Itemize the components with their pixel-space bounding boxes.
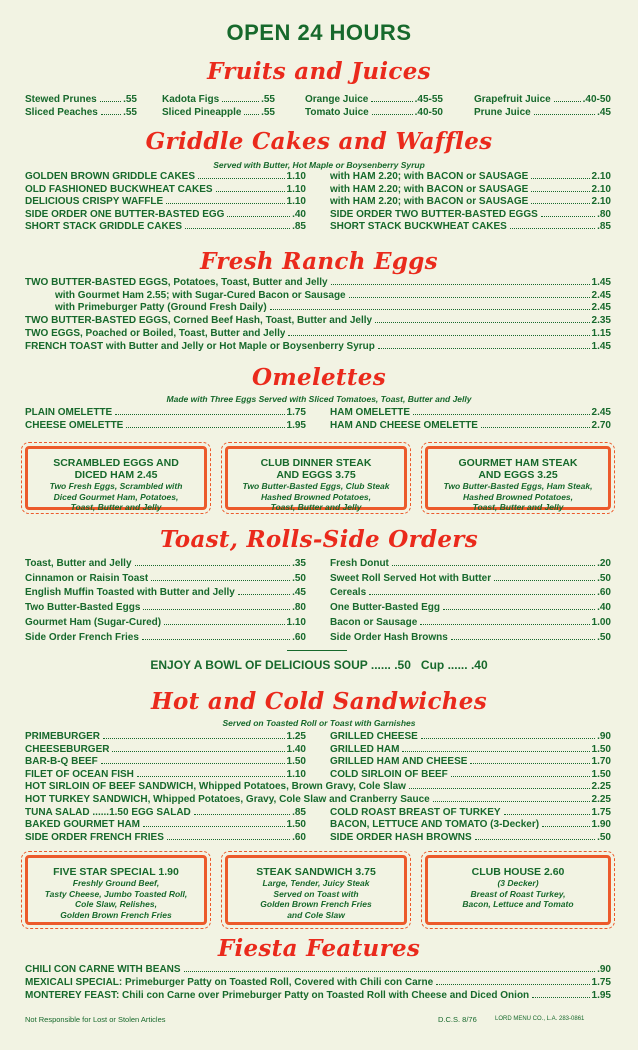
- dot-leader: [227, 216, 290, 217]
- item-name: Sliced Pineapple: [162, 107, 242, 118]
- item-price: 1.10: [286, 196, 306, 207]
- item-price: 1.10: [286, 768, 306, 780]
- dot-leader: [481, 427, 590, 428]
- dot-leader: [402, 751, 589, 752]
- item-name: SHORT STACK BUCKWHEAT CAKES: [330, 221, 507, 232]
- special-description: Two Butter-Basted Eggs, Club Steak: [242, 481, 390, 491]
- menu-item: [474, 94, 611, 107]
- item-name: GOLDEN BROWN GRIDDLE CAKES: [25, 171, 195, 182]
- item-name: Sweet Roll Served Hot with Butter: [330, 572, 492, 584]
- dot-leader: [510, 228, 595, 229]
- item-price: 2.45: [591, 302, 611, 314]
- menu-item: [330, 420, 611, 433]
- item-name: Fresh Donut: [330, 558, 389, 569]
- item-name: TWO EGGS, Poached or Boiled, Toast, Butter and Jelly: [25, 327, 286, 339]
- special-description: Breast of Roast Turkey,: [470, 888, 566, 899]
- dot-leader: [534, 114, 595, 115]
- menu-item: [330, 769, 611, 782]
- menu-item: [330, 558, 611, 571]
- menu-item: [474, 107, 611, 120]
- item-price: 2.25: [591, 781, 611, 793]
- item-name: Gourmet Ham (Sugar-Cured): [25, 616, 162, 628]
- item-price: 1.95: [286, 419, 306, 431]
- item-price: 2.45: [591, 407, 611, 418]
- menu-item: [25, 744, 306, 757]
- item-name: CHILI CON CARNE WITH BEANS: [25, 964, 181, 975]
- menu-item: [25, 832, 306, 845]
- soup-bowl-price: .50: [394, 658, 411, 672]
- item-name: COLD SIRLOIN OF BEEF: [330, 768, 448, 780]
- soup-cup-price: .40: [470, 658, 488, 672]
- footer-disclaimer: Not Responsible for Lost or Stolen Articles: [25, 1015, 166, 1024]
- dot-leader: [222, 101, 259, 102]
- item-name: HOT TURKEY SANDWICH, Whipped Potatoes, Gravy, Cole Slaw and Cranberry Sauce: [25, 794, 430, 805]
- menu-item: [25, 819, 306, 832]
- menu-item: [330, 617, 611, 630]
- dot-leader: [433, 801, 590, 802]
- item-price: 1.45: [591, 340, 611, 352]
- item-name: FRENCH TOAST with Butter and Jelly or Hot Maple or Boysenberry Syrup: [25, 340, 375, 352]
- griddle-heading: Griddle Cakes and Waffles: [145, 128, 493, 155]
- menu-item: [330, 807, 611, 820]
- dot-leader: [443, 609, 595, 610]
- item-name: Grapefruit Juice: [474, 94, 551, 105]
- dot-leader: [409, 788, 590, 789]
- menu-item: [25, 990, 611, 1003]
- item-name: FILET OF OCEAN FISH: [25, 768, 134, 780]
- special-description: Large, Tender, Juicy Steak: [262, 878, 370, 888]
- item-price: 1.50: [286, 756, 306, 768]
- item-name: SHORT STACK GRIDDLE CAKES: [25, 221, 183, 232]
- special-title: GOURMET HAM STEAK: [458, 457, 578, 469]
- item-price: 2.35: [591, 315, 611, 327]
- item-name: HAM AND CHEESE OMELETTE: [330, 419, 478, 431]
- menu-item: [330, 744, 611, 757]
- menu-item: [25, 341, 611, 354]
- dot-leader: [420, 624, 589, 625]
- dot-leader: [216, 191, 285, 192]
- item-price: 1.50: [591, 743, 611, 755]
- item-name: Sliced Peaches: [25, 107, 98, 118]
- menu-item: [25, 221, 306, 234]
- item-name: GRILLED CHEESE: [330, 731, 418, 742]
- item-name: Tomato Juice: [305, 107, 369, 118]
- dot-leader: [185, 228, 290, 229]
- item-name: TWO BUTTER-BASTED EGGS, Potatoes, Toast, Butter and Jelly: [25, 277, 328, 288]
- item-price: .80: [597, 208, 611, 220]
- menu-item: [25, 209, 306, 222]
- menu-item: [330, 632, 611, 645]
- item-price: 2.45: [591, 289, 611, 301]
- menu-item: [330, 184, 611, 197]
- footer-printer: LORD MENU CO., L.A. 283-0861: [495, 1016, 585, 1022]
- special-description: Toast, Butter and Jelly: [270, 502, 362, 512]
- dot-leader: [475, 839, 595, 840]
- special-description: Cole Slaw, Relishes,: [75, 899, 157, 909]
- item-price: .55: [123, 94, 137, 105]
- menu-item: [330, 221, 611, 234]
- item-price: .85: [292, 221, 306, 232]
- dot-leader: [349, 297, 590, 298]
- item-name: English Muffin Toasted with Butter and Jelly: [25, 587, 235, 599]
- item-price: 1.10: [286, 616, 306, 628]
- item-price: .45-55: [414, 94, 443, 105]
- menu-item: [25, 602, 306, 615]
- item-price: .50: [292, 572, 306, 584]
- item-name: Two Butter-Basted Eggs: [25, 602, 141, 614]
- item-name: with Gourmet Ham 2.55; with Sugar-Cured Bacon or Sausage: [55, 289, 346, 301]
- item-price: 2.25: [591, 794, 611, 805]
- item-price: 2.10: [591, 171, 611, 182]
- item-name: OLD FASHIONED BUCKWHEAT CAKES: [25, 183, 213, 195]
- item-price: .45: [597, 107, 611, 118]
- special-description: Two Butter-Basted Eggs, Ham Steak,: [443, 481, 593, 491]
- dot-leader: [126, 427, 284, 428]
- item-price: 1.50: [591, 768, 611, 780]
- item-price: 1.10: [286, 183, 306, 195]
- menu-item: [305, 94, 443, 107]
- dot-leader: [142, 639, 290, 640]
- special-description: Two Fresh Eggs, Scrambled with: [49, 481, 183, 491]
- special-box: [25, 855, 207, 925]
- item-name: Orange Juice: [305, 94, 369, 105]
- special-description: Freshly Ground Beef,: [72, 878, 160, 888]
- item-price: .50: [597, 831, 611, 843]
- special-box: [425, 446, 611, 510]
- menu-item: [25, 277, 611, 290]
- dot-leader: [531, 191, 589, 192]
- item-name: GRILLED HAM AND CHEESE: [330, 756, 468, 768]
- item-price: .55: [123, 107, 137, 118]
- eggs-heading: Fresh Ranch Eggs: [200, 248, 438, 275]
- menu-item: [330, 731, 611, 744]
- dot-leader: [369, 594, 595, 595]
- menu-item: [330, 756, 611, 769]
- item-name: CHEESE OMELETTE: [25, 419, 124, 431]
- dot-leader: [375, 322, 589, 323]
- dot-leader: [101, 114, 121, 115]
- special-title: AND EGGS 3.25: [478, 469, 558, 481]
- item-name: One Butter-Basted Egg: [330, 602, 441, 614]
- menu-item: [25, 184, 306, 197]
- special-title: STEAK SANDWICH 3.75: [256, 866, 376, 878]
- special-title: CLUB HOUSE 2.60: [471, 866, 565, 878]
- menu-item: [25, 769, 306, 782]
- item-name: Side Order Hash Browns: [330, 631, 448, 643]
- menu-item: [330, 196, 611, 209]
- dot-leader: [531, 178, 589, 179]
- item-price: .50: [597, 572, 611, 584]
- dot-leader: [112, 751, 284, 752]
- item-name: COLD ROAST BREAST OF TURKEY: [330, 806, 501, 818]
- item-name: PRIMEBURGER: [25, 731, 101, 742]
- omelettes-subtitle: Made with Three Eggs Served with Sliced Tomatoes, Toast, Butter and Jelly: [166, 394, 472, 404]
- item-name: Prune Juice: [474, 107, 531, 118]
- dot-leader: [542, 826, 589, 827]
- dot-leader: [244, 114, 259, 115]
- dot-leader: [554, 101, 581, 102]
- dot-leader: [504, 814, 590, 815]
- menu-item: [25, 107, 137, 120]
- dot-leader: [143, 826, 285, 827]
- dot-leader: [166, 203, 284, 204]
- menu-item: [25, 781, 611, 794]
- menu-item: [55, 290, 611, 303]
- dot-leader: [103, 738, 285, 739]
- item-price: .60: [292, 631, 306, 643]
- dot-leader: [541, 216, 595, 217]
- menu-item: [330, 573, 611, 586]
- item-price: .85: [597, 221, 611, 232]
- special-description: Served on Toast with: [273, 888, 359, 899]
- omelettes-heading: Omelettes: [252, 364, 386, 391]
- dot-leader: [451, 639, 595, 640]
- dot-leader: [115, 414, 284, 415]
- item-price: 1.15: [591, 327, 611, 339]
- dot-leader: [238, 594, 290, 595]
- menu-item: [330, 209, 611, 222]
- item-price: 1.40: [286, 743, 306, 755]
- special-title: SCRAMBLED EGGS AND: [53, 457, 179, 469]
- divider: [287, 650, 347, 651]
- dot-leader: [194, 814, 290, 815]
- item-price: .40: [292, 208, 306, 220]
- dot-leader: [371, 101, 412, 102]
- dot-leader: [135, 565, 291, 566]
- dot-leader: [532, 997, 589, 998]
- item-name: BAR-B-Q BEEF: [25, 756, 98, 768]
- special-description: Golden Brown French Fries: [60, 909, 172, 920]
- special-description: Golden Brown French Fries: [260, 899, 372, 909]
- item-price: .50: [597, 631, 611, 643]
- soup-line: ENJOY A BOWL OF DELICIOUS SOUP ...... .50 Cup ...... .40: [150, 658, 488, 672]
- menu-item: [162, 94, 275, 107]
- item-name: GRILLED HAM: [330, 743, 400, 755]
- item-name: Bacon or Sausage: [330, 616, 418, 628]
- menu-item: [25, 196, 306, 209]
- dot-leader: [151, 580, 290, 581]
- item-price: 1.70: [591, 756, 611, 768]
- dot-leader: [101, 763, 285, 764]
- special-description: Hashed Browned Potatoes,: [260, 491, 372, 502]
- dot-leader: [470, 763, 589, 764]
- special-title: CLUB DINNER STEAK: [260, 457, 372, 469]
- special-description: Bacon, Lettuce and Tomato: [462, 899, 574, 909]
- dot-leader: [167, 839, 290, 840]
- dot-leader: [270, 309, 590, 310]
- item-name: with HAM 2.20; with BACON or SAUSAGE: [330, 183, 529, 195]
- item-name: Side Order French Fries: [25, 631, 139, 643]
- dot-leader: [494, 580, 595, 581]
- sandwiches-subtitle: Served on Toasted Roll or Toast with Garnishes: [222, 718, 416, 728]
- menu-item: [25, 756, 306, 769]
- menu-item: [55, 302, 611, 315]
- dot-leader: [198, 178, 285, 179]
- item-name: HAM OMELETTE: [330, 407, 410, 418]
- open-24-hours-title: OPEN 24 HOURS: [226, 20, 412, 45]
- item-price: 1.75: [591, 977, 611, 988]
- menu-item: [25, 171, 306, 184]
- menu-item: [25, 328, 611, 341]
- menu-item: [330, 407, 611, 420]
- special-description: Toast, Butter and Jelly: [472, 502, 564, 512]
- item-name: CHEESEBURGER: [25, 743, 110, 755]
- menu-item: [25, 632, 306, 645]
- item-price: .45: [292, 587, 306, 599]
- item-price: 1.95: [591, 990, 611, 1001]
- item-name: Cereals: [330, 587, 367, 599]
- special-description: Diced Gourmet Ham, Potatoes,: [53, 491, 179, 502]
- dot-leader: [392, 565, 595, 566]
- dot-leader: [143, 609, 290, 610]
- footer-code: D.C.S. 8/76: [438, 1015, 477, 1024]
- item-price: .40: [597, 602, 611, 614]
- dot-leader: [331, 284, 590, 285]
- item-name: TUNA SALAD ......1.50 EGG SALAD: [25, 806, 191, 818]
- menu-item: [330, 832, 611, 845]
- item-price: 2.10: [591, 183, 611, 195]
- item-name: SIDE ORDER ONE BUTTER-BASTED EGG: [25, 208, 225, 220]
- item-name: Toast, Butter and Jelly: [25, 558, 132, 569]
- menu-item: [25, 977, 611, 990]
- item-price: 1.25: [286, 731, 306, 742]
- item-price: .90: [597, 964, 611, 975]
- menu-item: [330, 819, 611, 832]
- item-name: Stewed Prunes: [25, 94, 97, 105]
- item-name: BAKED GOURMET HAM: [25, 819, 140, 831]
- item-price: 1.45: [591, 277, 611, 288]
- item-price: .35: [292, 558, 306, 569]
- item-name: MONTEREY FEAST: Chili con Carne over Primeburger Patty on Toasted Roll with Cheese and Diced Onion: [25, 990, 530, 1001]
- item-price: .60: [292, 831, 306, 843]
- item-name: BACON, LETTUCE AND TOMATO (3-Decker): [330, 819, 540, 831]
- item-name: Kadota Figs: [162, 94, 220, 105]
- item-name: PLAIN OMELETTE: [25, 407, 113, 418]
- dot-leader: [436, 984, 589, 985]
- item-name: with HAM 2.20; with BACON or SAUSAGE: [330, 196, 529, 207]
- special-box: [225, 446, 407, 510]
- menu-item: [25, 731, 306, 744]
- dot-leader: [184, 971, 596, 972]
- menu-item: [25, 407, 306, 420]
- item-price: .90: [597, 731, 611, 742]
- item-name: Cinnamon or Raisin Toast: [25, 572, 149, 584]
- special-title: DICED HAM 2.45: [74, 469, 158, 481]
- item-name: with HAM 2.20; with BACON or SAUSAGE: [330, 171, 529, 182]
- item-name: MEXICALI SPECIAL: Primeburger Patty on Toasted Roll, Covered with Chili con Carne: [25, 977, 434, 988]
- item-name: SIDE ORDER HASH BROWNS: [330, 831, 472, 843]
- item-name: SIDE ORDER FRENCH FRIES: [25, 831, 164, 843]
- item-price: .40-50: [582, 94, 611, 105]
- special-title: AND EGGS 3.75: [276, 469, 356, 481]
- dot-leader: [451, 776, 590, 777]
- menu-item: [25, 617, 306, 630]
- menu-item: [25, 587, 306, 600]
- item-price: .40-50: [414, 107, 443, 118]
- menu-item: [162, 107, 275, 120]
- item-price: 1.50: [286, 819, 306, 831]
- special-description: Tasty Cheese, Jumbo Toasted Roll,: [44, 888, 188, 899]
- special-description: Toast, Butter and Jelly: [70, 502, 162, 512]
- dot-leader: [413, 414, 590, 415]
- menu-item: [25, 964, 611, 977]
- item-price: .80: [292, 602, 306, 614]
- menu-item: [330, 587, 611, 600]
- dot-leader: [137, 776, 285, 777]
- item-price: 1.10: [286, 171, 306, 182]
- dot-leader: [372, 114, 413, 115]
- dot-leader: [164, 624, 284, 625]
- item-price: .60: [597, 587, 611, 599]
- dot-leader: [378, 348, 590, 349]
- fiesta-heading: Fiesta Features: [217, 935, 421, 962]
- sandwiches-heading: Hot and Cold Sandwiches: [151, 688, 487, 715]
- menu-item: [25, 94, 137, 107]
- menu-item: [25, 315, 611, 328]
- special-description: (3 Decker): [497, 878, 539, 888]
- menu-item: [330, 171, 611, 184]
- fruits-heading: Fruits and Juices: [207, 58, 431, 85]
- menu-item: [25, 573, 306, 586]
- special-description: and Cole Slaw: [287, 909, 345, 920]
- soup-cup-label: Cup: [420, 658, 445, 672]
- menu-item: [25, 420, 306, 433]
- item-price: 1.90: [591, 819, 611, 831]
- dot-leader: [531, 203, 589, 204]
- item-price: .55: [261, 94, 275, 105]
- toast-heading: Toast, Rolls-Side Orders: [160, 526, 478, 553]
- dot-leader: [100, 101, 121, 102]
- item-name: with Primeburger Patty (Ground Fresh Daily): [55, 302, 267, 314]
- item-price: .85: [292, 806, 306, 818]
- griddle-subtitle: Served with Butter, Hot Maple or Boysenberry Syrup: [213, 160, 425, 170]
- item-name: HOT SIRLOIN OF BEEF SANDWICH, Whipped Potatoes, Brown Gravy, Cole Slaw: [25, 781, 406, 793]
- special-title: FIVE STAR SPECIAL 1.90: [53, 866, 179, 878]
- item-price: .20: [597, 558, 611, 569]
- special-box: [225, 855, 407, 925]
- special-description: Hashed Browned Potatoes,: [462, 491, 574, 502]
- item-price: 1.75: [286, 407, 306, 418]
- dot-leader: [421, 738, 595, 739]
- item-price: .55: [261, 107, 275, 118]
- item-name: SIDE ORDER TWO BUTTER-BASTED EGGS: [330, 208, 538, 220]
- item-price: 2.10: [591, 196, 611, 207]
- item-price: 1.00: [591, 616, 611, 628]
- menu-item: [25, 794, 611, 807]
- special-box: [425, 855, 611, 925]
- menu-item: [330, 602, 611, 615]
- menu-item: [25, 807, 306, 820]
- dot-leader: [288, 335, 589, 336]
- item-name: DELICIOUS CRISPY WAFFLE: [25, 196, 164, 207]
- soup-label: ENJOY A BOWL OF DELICIOUS SOUP: [150, 658, 368, 672]
- item-name: TWO BUTTER-BASTED EGGS, Corned Beef Hash, Toast, Butter and Jelly: [25, 315, 373, 327]
- item-price: 2.70: [591, 419, 611, 431]
- menu-item: [25, 558, 306, 571]
- special-box: [25, 446, 207, 510]
- menu-item: [305, 107, 443, 120]
- item-price: 1.75: [591, 806, 611, 818]
